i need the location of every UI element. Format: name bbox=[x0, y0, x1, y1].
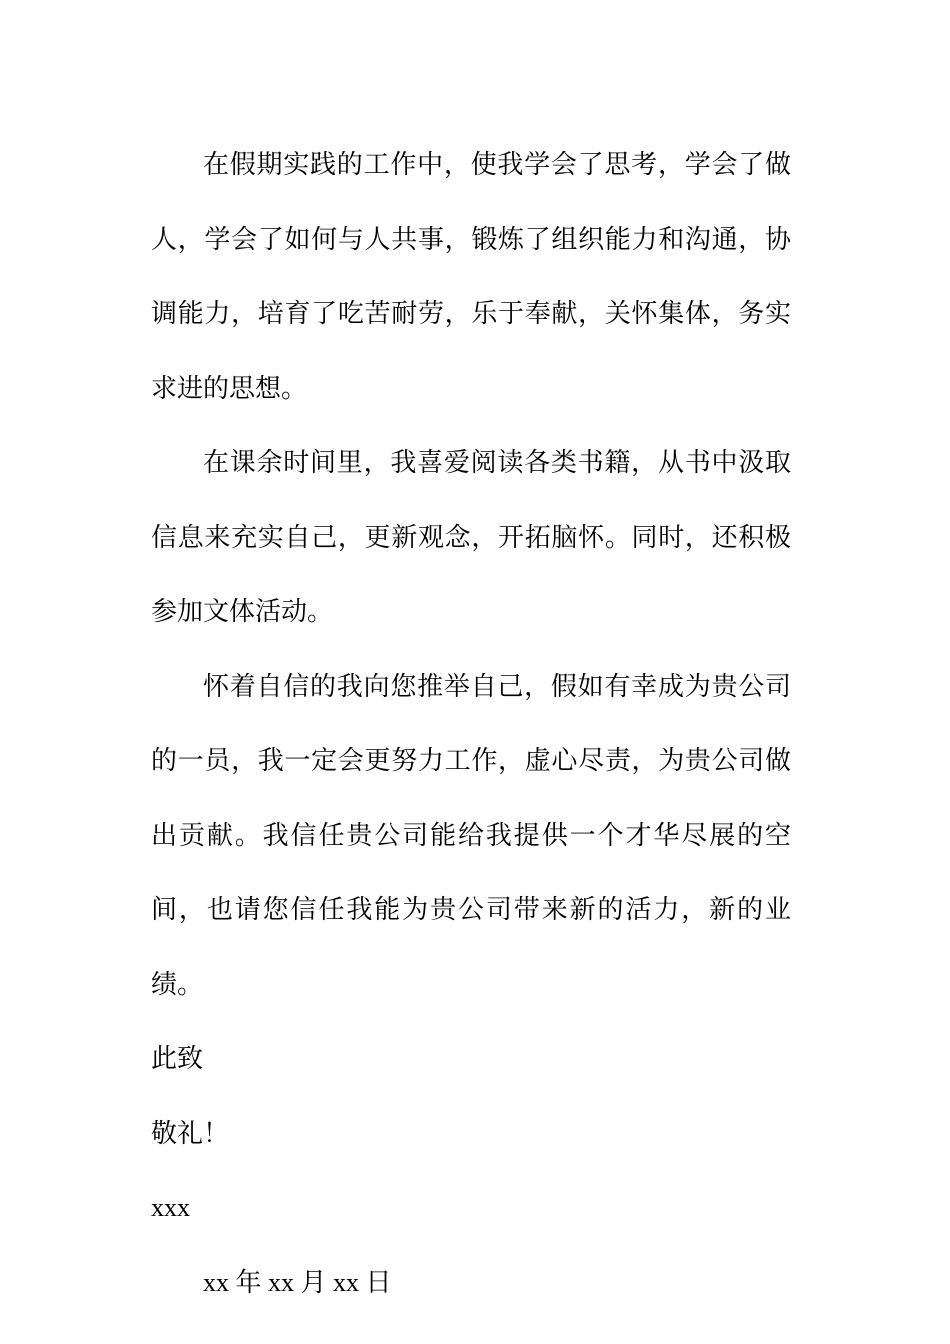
paragraph-recommendation: 怀着自信的我向您推举自己，假如有幸成为贵公司的一员，我一定会更努力工作，虚心尽责，为贵公司做出贡献。我信任贵公司能给我提供一个才华尽展的空间，也请您信任我能为贵公司带来新的活力，新的业绩。 bbox=[151, 671, 791, 1000]
paragraph-reading: 在课余时间里，我喜爱阅读各类书籍，从书中汲取信息来充实自己，更新观念，开拓脑怀。同时，还积极参加文体活动。 bbox=[151, 448, 791, 627]
letter-date: xx 年 xx 月 xx 日 bbox=[203, 1267, 392, 1297]
signer-name: xxx bbox=[151, 1193, 190, 1222]
letter-body bbox=[151, 128, 791, 1320]
paragraph-practice: 在假期实践的工作中，使我学会了思考，学会了做人，学会了如何与人共事，锻炼了组织能力和沟通，协调能力，培育了吃苦耐劳，乐于奉献，关怀集体，务实求进的思想。 bbox=[151, 150, 791, 404]
closing-respect: 敬礼！ bbox=[151, 1118, 230, 1149]
closing-salutation: 此致 bbox=[151, 1044, 204, 1074]
